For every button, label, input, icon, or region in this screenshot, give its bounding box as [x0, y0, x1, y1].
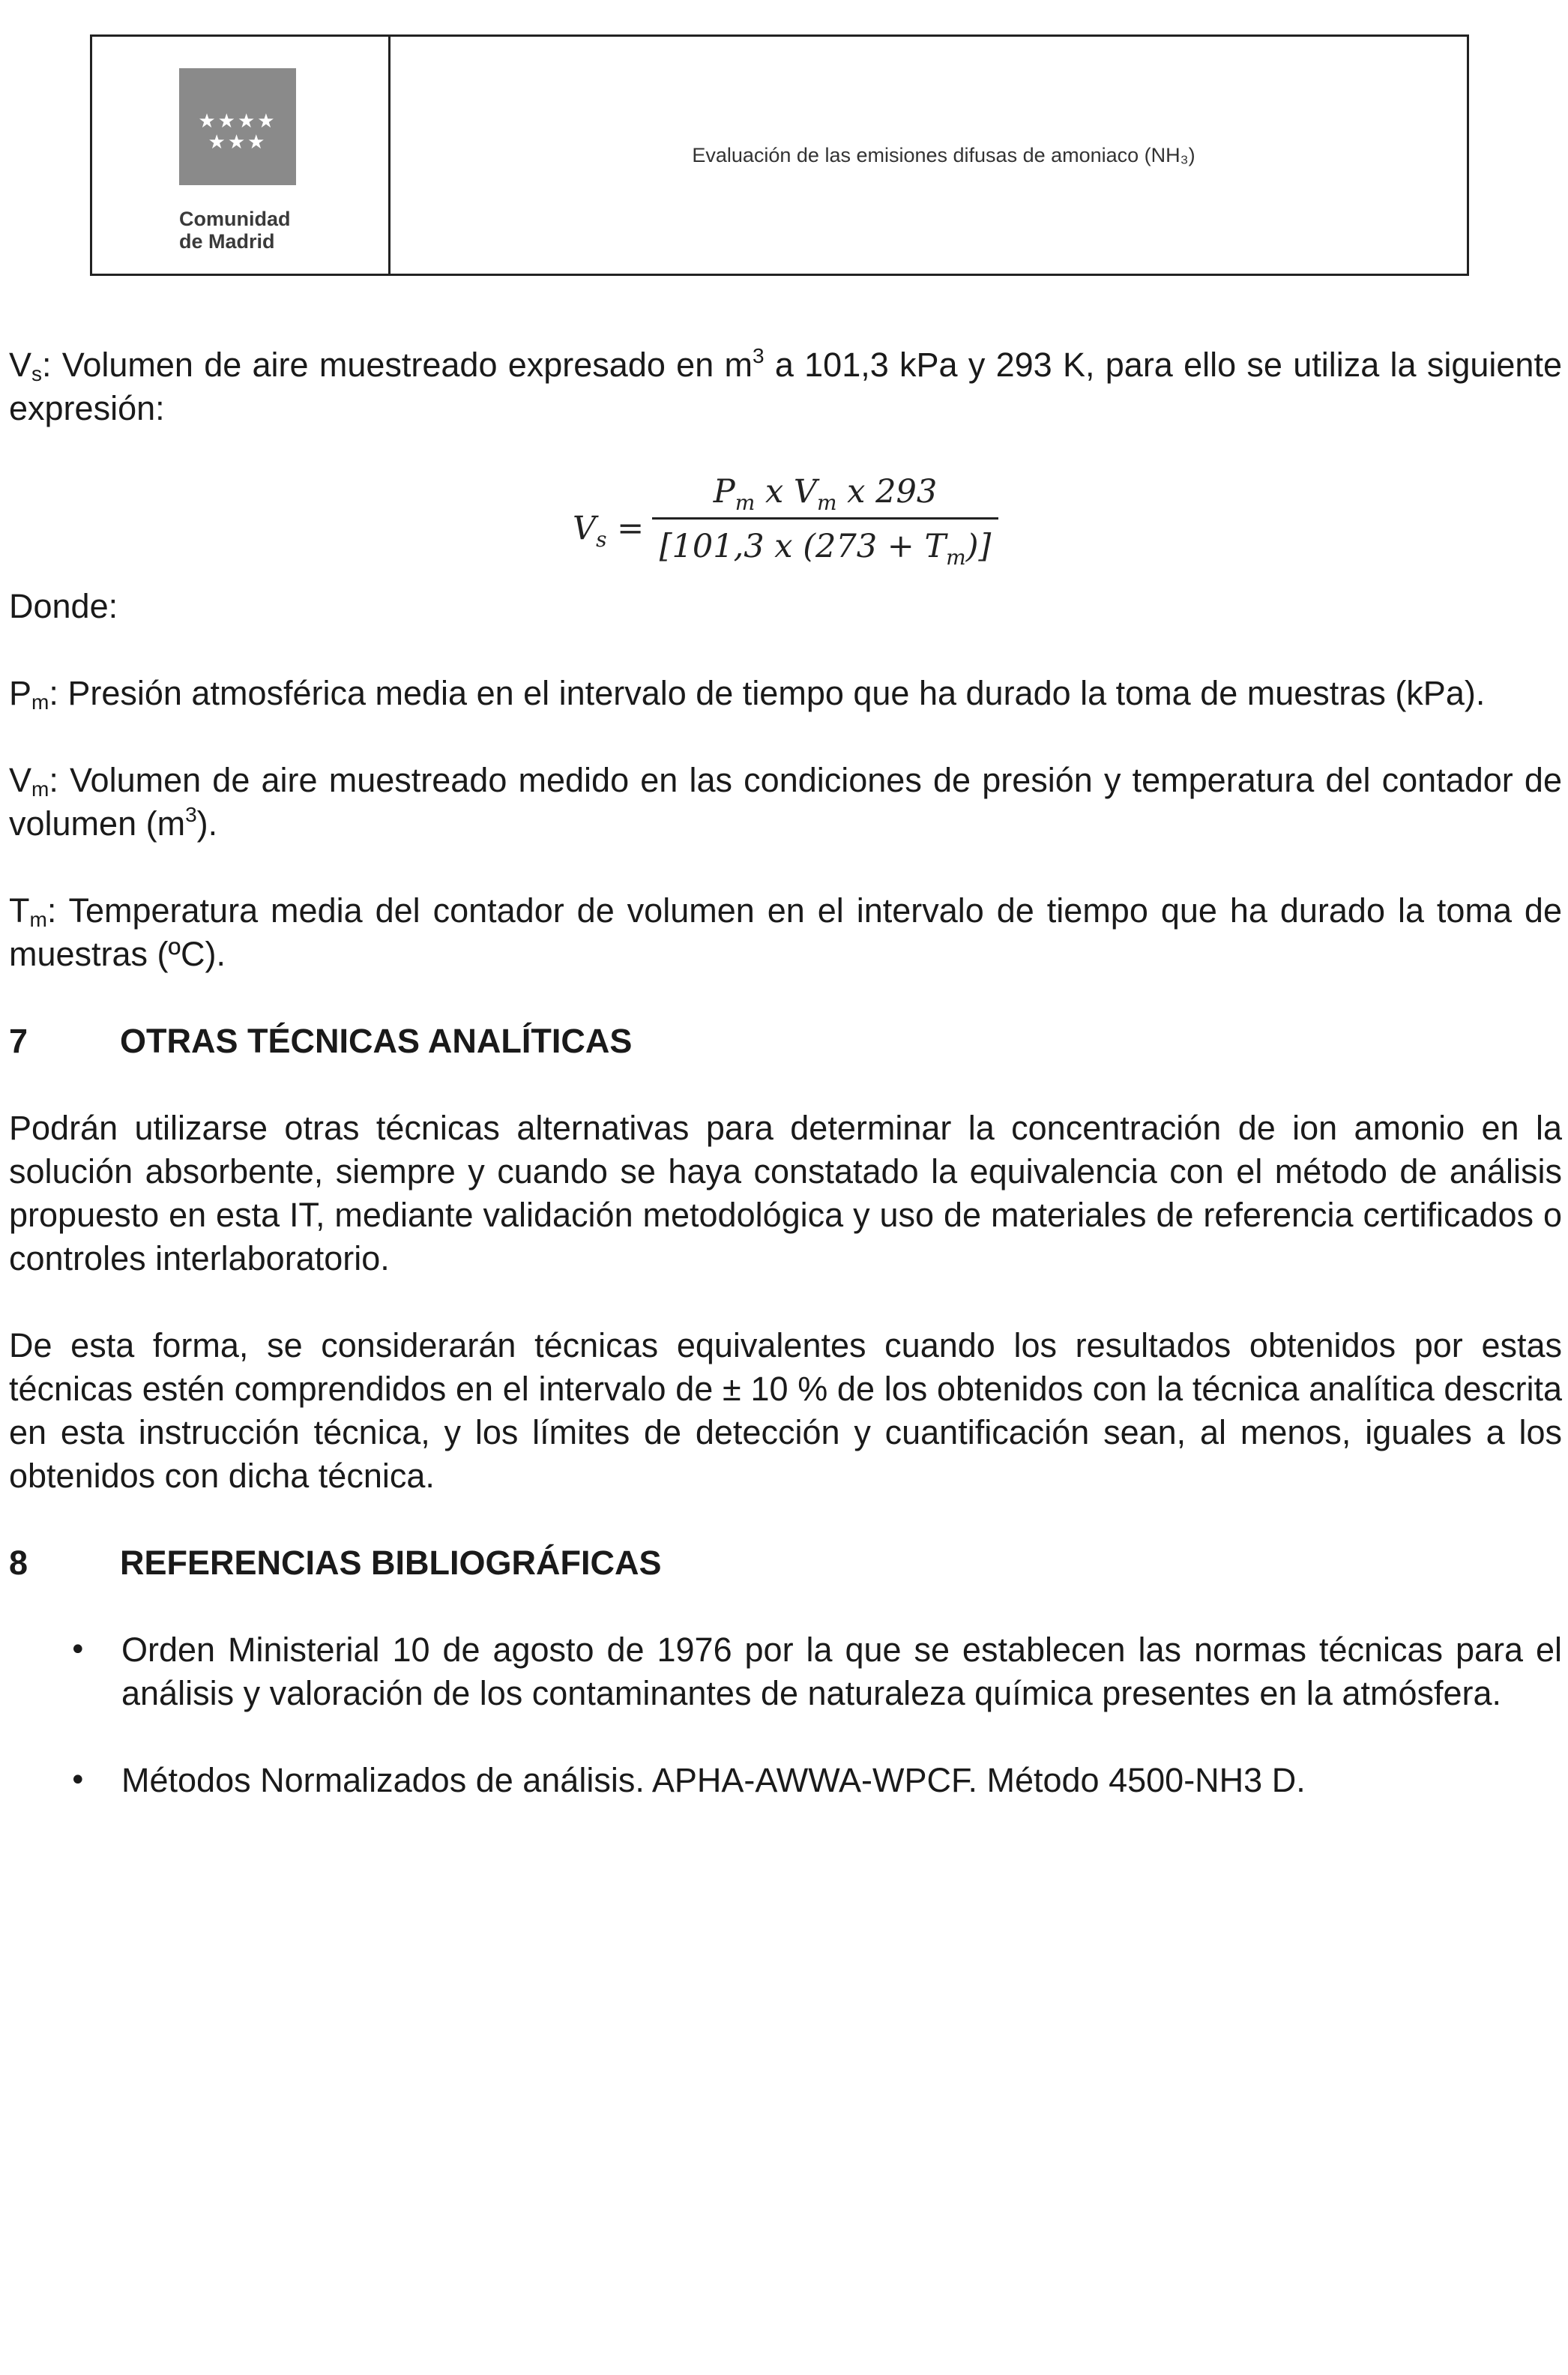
formula-fraction	[652, 471, 998, 568]
reference-item	[9, 1759, 1562, 1802]
definition-tm	[9, 889, 1562, 976]
fraction-bar	[652, 517, 998, 520]
den-t: T	[924, 528, 947, 565]
formula-equals-sign: =	[617, 510, 645, 547]
logo-text	[179, 208, 291, 253]
document-header	[90, 34, 1469, 276]
vs-symbol: V	[9, 346, 32, 384]
pm-symbol-sub: m	[31, 690, 49, 714]
header-title: Evaluación de las emisiones difusas de amoniaco (NH₃)	[692, 143, 1195, 166]
reference-text: Orden Ministerial 10 de agosto de 1976 por la que se establecen las normas técnicas para el análisis y valoración de los contaminantes de naturaleza química presentes en la atmósfera.	[121, 1631, 1562, 1712]
vs-text-a: : Volumen de aire muestreado expresado en m	[42, 346, 753, 384]
definition-vm	[9, 759, 1562, 846]
donde-label: Donde:	[9, 587, 118, 625]
num-rest: x 293	[836, 473, 938, 511]
formula-lhs-symbol: V	[573, 510, 597, 547]
vm-symbol: V	[9, 761, 32, 799]
vm-symbol-sub: m	[31, 777, 49, 801]
section-8-title: REFERENCIAS BIBLIOGRÁFICAS	[120, 1544, 662, 1582]
den-b: )]	[965, 528, 992, 565]
vm-text-b: ).	[196, 804, 218, 843]
vs-symbol-sub: s	[31, 362, 43, 385]
formula-denominator	[652, 526, 998, 568]
tm-symbol-sub: m	[29, 908, 47, 931]
reference-item	[9, 1628, 1562, 1715]
num-p-sub: m	[735, 490, 756, 515]
pm-text: : Presión atmosférica media en el intervalo de tiempo que ha durado la toma de muestras (kPa).	[49, 674, 1486, 712]
num-v-sub: m	[816, 490, 837, 515]
bullet-icon: •	[69, 1633, 87, 1667]
logo-line-2: de Madrid	[179, 230, 275, 253]
comunidad-madrid-flag-logo	[179, 68, 296, 185]
section-8-heading	[9, 1541, 1562, 1585]
num-p: P	[713, 473, 735, 511]
num-x1: x	[755, 473, 794, 511]
vm-text-a: : Volumen de aire muestreado medido en las condiciones de presión y temperatura del contador de volumen (m	[9, 761, 1562, 843]
definition-pm	[9, 672, 1562, 715]
vm-text-sup: 3	[185, 803, 197, 826]
num-v: V	[793, 473, 817, 511]
formula-equals	[606, 510, 644, 547]
pm-symbol: P	[9, 674, 32, 712]
vs-text-sup: 3	[752, 344, 765, 367]
volume-formula	[9, 471, 1562, 585]
formula-lhs	[573, 507, 644, 550]
logo-line-1: Comunidad	[179, 208, 291, 230]
section-7-paragraph-1: Podrán utilizarse otras técnicas alternativas para determinar la concentración de ion amonio en la solución absorbente, siempre y cuando se haya constatado la equivalencia con el método de análisis propuesto en esta IT, mediante validación metodológica y uso de materiales de referencia certificados o controles interlaboratorio.	[9, 1109, 1562, 1277]
logo-stars-row-2: ★★★	[208, 131, 268, 154]
section-8-number: 8	[9, 1544, 28, 1582]
tm-text: : Temperatura media del contador de volumen en el intervalo de tiempo que ha durado la toma de muestras (ºC).	[9, 891, 1562, 973]
document-body	[9, 343, 1562, 1802]
section-7-title: OTRAS TÉCNICAS ANALÍTICAS	[120, 1022, 633, 1060]
definition-vs	[9, 343, 1562, 430]
bullet-icon: •	[69, 1763, 87, 1798]
vs-text-b: a 101,3 kPa y 293 K, para ello se utiliza la siguiente expresión:	[9, 346, 1562, 427]
logo-cell	[92, 37, 391, 274]
den-t-sub: m	[946, 545, 966, 570]
references-list	[9, 1628, 1562, 1802]
reference-text: Métodos Normalizados de análisis. APHA-AWWA-WPCF. Método 4500-NH3 D.	[121, 1761, 1306, 1799]
section-7-paragraph-2: De esta forma, se considerarán técnicas equivalentes cuando los resultados obtenidos por estas técnicas estén comprendidos en el intervalo de ± 10 % de los obtenidos con la técnica analítica descrita en esta instrucción técnica, y los límites de detección y cuantificación sean, al menos, iguales a los obtenidos con dicha técnica.	[9, 1326, 1562, 1495]
logo-stars-row-1: ★★★★	[198, 110, 277, 133]
formula-numerator	[652, 471, 998, 513]
formula-lhs-sub: s	[596, 527, 607, 552]
section-7-heading	[9, 1020, 1562, 1063]
section-7-number: 7	[9, 1022, 28, 1060]
header-title-cell	[391, 37, 1467, 274]
den-a: [101,3 x (273 +	[659, 528, 925, 565]
tm-symbol: T	[9, 891, 30, 930]
